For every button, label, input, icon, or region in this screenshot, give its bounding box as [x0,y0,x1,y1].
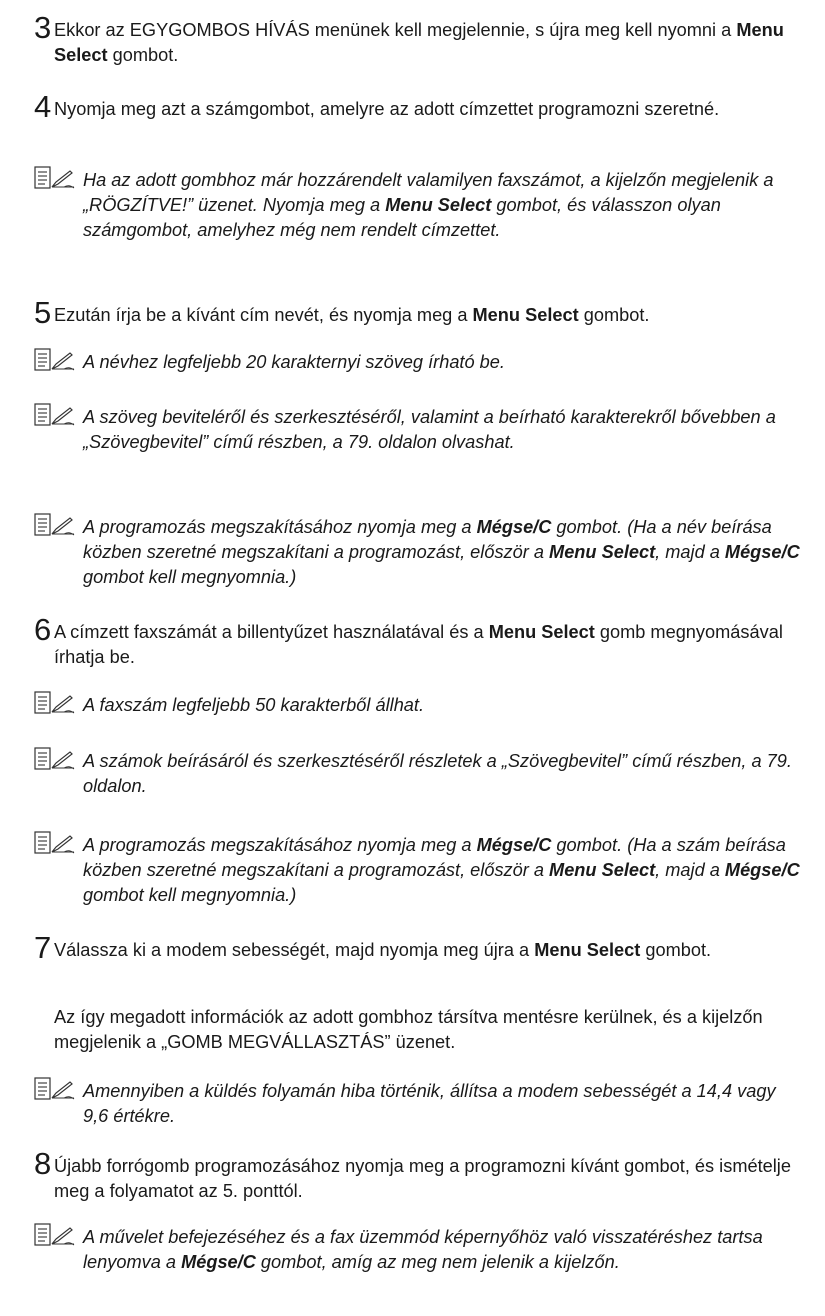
bold-term: Menu Select [385,195,492,215]
text-run: gombot, és válasszon olyan számgombot, amelyhez még nem rendelt címzettet. [83,195,721,240]
text-run: A programozás megszakításához nyomja meg a [83,835,477,855]
text-run: Az így megadott információk az adott gombhoz társítva mentésre kerülnek, és a kijelzőn megjelenik a „GOMB MEGVÁLLASZTÁS” üzenet. [54,1007,763,1052]
text-run: gombot. [640,940,712,960]
note-text [83,833,804,908]
text-run: gombot kell megnyomnia.) [83,567,297,587]
note-text [83,1079,804,1129]
step-3 [34,10,814,68]
step-number: 7 [34,930,52,965]
step-text [54,18,814,68]
note-2 [34,350,804,375]
note-8 [34,1079,804,1129]
note-pencil-icon [34,1223,76,1249]
bold-term: Menu Select [549,542,656,562]
text-run: A programozás megszakításához nyomja meg a [83,517,477,537]
note-pencil-icon [34,747,76,773]
bold-term: Mégse/C [476,517,552,537]
text-run: Válassza ki a modem sebességét, majd nyomja meg újra a [54,940,535,960]
step-text [54,1154,814,1204]
note-pencil-icon [34,403,76,429]
bold-term: Mégse/C [724,860,800,880]
note-1 [34,168,804,243]
text-run: gombot kell megnyomnia.) [83,885,297,905]
step-number: 8 [34,1146,52,1181]
text-run: Nyomja meg azt a számgombot, amelyre az adott címzettet programozni szeretné. [54,99,720,119]
text-run: A névhez legfeljebb 20 karakternyi szöveg írható be. [83,352,505,372]
note-text [83,350,804,375]
bold-term: Mégse/C [476,835,552,855]
step-text [54,97,814,122]
bold-term: Menu Select [54,20,784,65]
text-run: , majd a [655,860,725,880]
note-text [83,515,804,590]
step-number: 6 [34,612,52,647]
note-pencil-icon [34,513,76,539]
step-6 [34,612,814,670]
text-run: A szöveg beviteléről és szerkesztéséről, valamint a beírható karakterekről bővebben a „Szövegbevitel” című részben, a 79. oldalon olvashat. [83,407,776,452]
step-text [54,938,814,963]
note-text [83,1225,804,1275]
bold-term: Menu Select [534,940,641,960]
step-4 [34,89,814,124]
text-run: , majd a [655,542,725,562]
note-text [83,693,804,718]
bold-term: Mégse/C [181,1252,256,1272]
step-number: 4 [34,89,52,124]
text-run: gombot. [107,45,179,65]
note-9 [34,1225,804,1275]
bold-term: Mégse/C [724,542,800,562]
text-run: Ha az adott gombhoz már hozzárendelt valamilyen faxszámot, a kijelzőn megjelenik a „RÖGZÍTVE!” üzenet. Nyomja meg a [83,170,774,215]
note-pencil-icon [34,691,76,717]
step-8 [34,1146,814,1204]
bold-term: Menu Select [488,622,595,642]
text-run: gombot. [578,305,650,325]
text-run: gombot. (Ha a szám beírása közben szeretné megszakítani a programozást, először a [83,835,786,880]
text-run: gombot, amíg az meg nem jelenik a kijelzőn. [255,1252,620,1272]
note-pencil-icon [34,348,76,374]
text-run: gombot. (Ha a név beírása közben szeretné megszakítani a programozást, először a [83,517,772,562]
note-3 [34,405,804,455]
step-7 [34,930,814,965]
text-run: A számok beírásáról és szerkesztéséről részletek a „Szövegbevitel” című részben, a 79. oldalon. [83,751,792,796]
info-paragraph [54,1005,814,1055]
step-text [54,303,814,328]
step-text [54,620,814,670]
step-number: 5 [34,295,52,330]
note-text [83,405,804,455]
note-pencil-icon [34,1077,76,1103]
bold-term: Menu Select [472,305,579,325]
text-run: A címzett faxszámát a billentyűzet használatával és a [54,622,489,642]
note-pencil-icon [34,831,76,857]
text-run: Ezután írja be a kívánt cím nevét, és nyomja meg a [54,305,473,325]
text-run: Amennyiben a küldés folyamán hiba történik, állítsa a modem sebességét a 14,4 vagy 9,6 értékre. [83,1081,776,1126]
text-run: A művelet befejezéséhez és a fax üzemmód képernyőhöz való visszatéréshez tartsa lenyomva a [83,1227,763,1272]
note-text [83,168,804,243]
note-pencil-icon [34,166,76,192]
text-run: Újabb forrógomb programozásához nyomja meg a programozni kívánt gombot, és ismételje meg a folyamatot az 5. ponttól. [54,1156,791,1201]
note-text [83,749,804,799]
bold-term: Menu Select [549,860,656,880]
text-run: A faxszám legfeljebb 50 karakterből állhat. [83,695,425,715]
step-number: 3 [34,10,52,45]
step-5 [34,295,814,330]
text-run: Ekkor az EGYGOMBOS HÍVÁS menünek kell megjelennie, s újra meg kell nyomni a [54,20,737,40]
text-run: gomb megnyomásával írhatja be. [54,622,783,667]
note-6 [34,749,804,799]
note-7 [34,833,804,908]
note-5 [34,693,804,718]
note-4 [34,515,804,590]
